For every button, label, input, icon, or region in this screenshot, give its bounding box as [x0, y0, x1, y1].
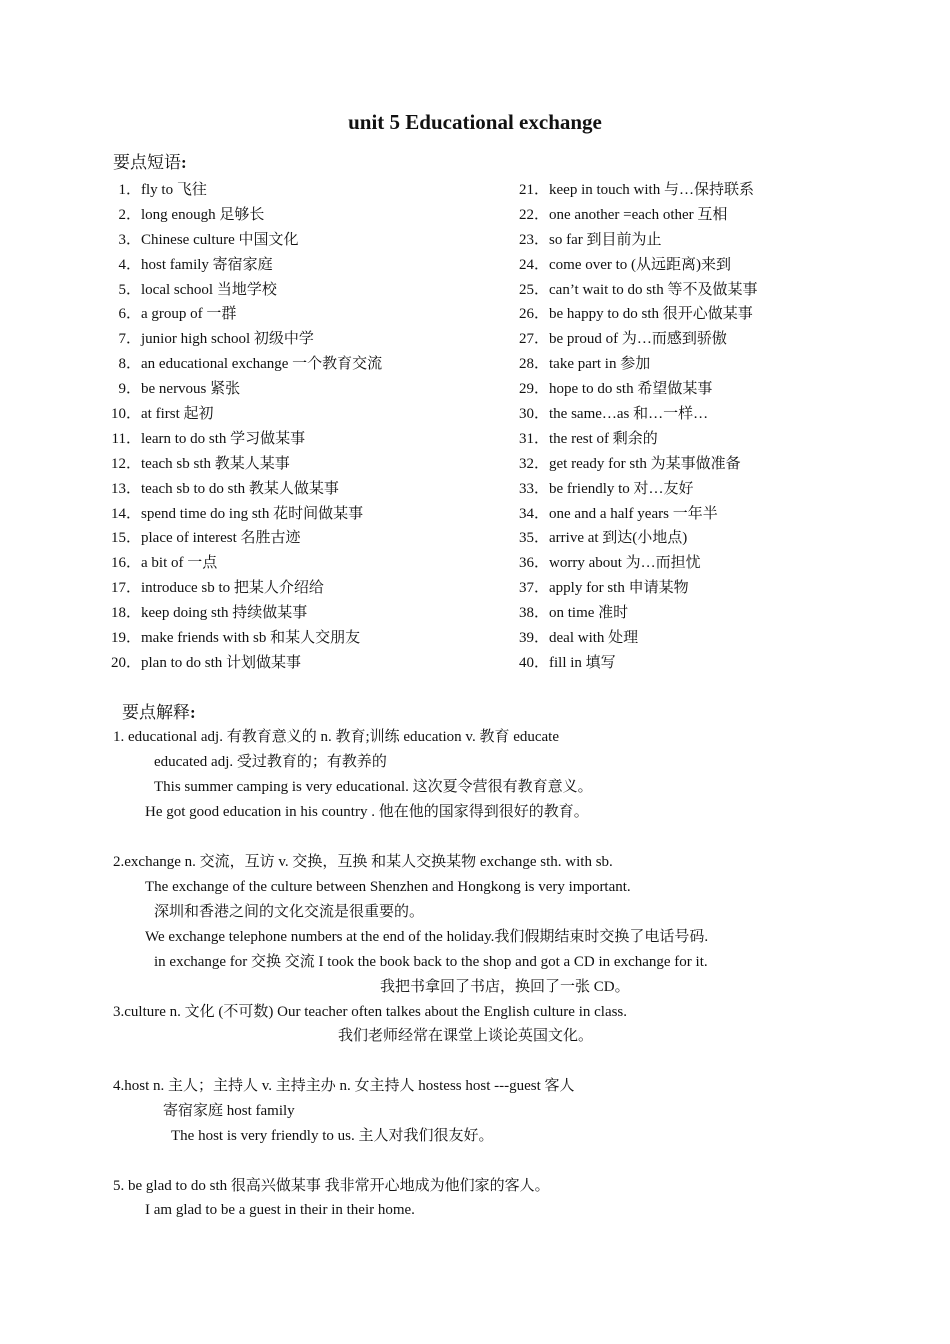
explanation-line: This summer camping is very educational. 这次夏令营很有教育意义。: [154, 779, 593, 795]
phrase-item: 4 ． host family 寄宿家庭: [108, 253, 382, 278]
phrase-item: 8 ． an educational exchange 一个教育交流: [108, 352, 382, 377]
explanation-line: 3.culture n. 文化 (不可数) Our teacher often talkes about the English culture in class.: [113, 1004, 628, 1020]
phrase-item: 28 ． take part in 参加: [492, 352, 757, 377]
explanation-line: The exchange of the culture between Shenzhen and Hongkong is very important.: [145, 879, 631, 895]
explanation-line: 寄宿家庭 host family: [163, 1103, 295, 1119]
phrase-item: 27 ． be proud of 为…而感到骄傲: [492, 327, 757, 352]
phrase-item: 32 ． get ready for sth 为某事做准备: [492, 452, 757, 477]
phrase-item: 34 ． one and a half years 一年半: [492, 502, 757, 527]
phrase-item: 12 ． teach sb sth 教某人某事: [108, 452, 382, 477]
explanation-line: I am glad to be a guest in their in their home.: [145, 1202, 415, 1218]
phrase-item: 10 ． at first 起初: [108, 402, 382, 427]
phrase-item: 30 ． the same…as 和…一样…: [492, 402, 757, 427]
phrase-item: 14 ． spend time do ing sth 花时间做某事: [108, 502, 382, 527]
phrase-item: 18 ． keep doing sth 持续做某事: [108, 601, 382, 626]
phrase-item: 20 ． plan to do sth 计划做某事: [108, 651, 382, 676]
phrase-item: 36 ． worry about 为…而担忧: [492, 551, 757, 576]
section-heading-phrases: [113, 148, 187, 173]
phrase-item: 37 ． apply for sth 申请某物: [492, 576, 757, 601]
phrase-item: 22 ． one another =each other 互相: [492, 203, 757, 228]
phrase-item: 7 ． junior high school 初级中学: [108, 327, 382, 352]
explanation-line: 我把书拿回了书店，换回了一张 CD。: [380, 979, 630, 995]
phrase-item: 33 ． be friendly to 对…友好: [492, 477, 757, 502]
phrase-item: 39 ． deal with 处理: [492, 626, 757, 651]
phrase-item: 25 ． can’t wait to do sth 等不及做某事: [492, 278, 757, 303]
phrase-item: 23 ． so far 到目前为止: [492, 228, 757, 253]
explanation-line: 深圳和香港之间的文化交流是很重要的。: [154, 904, 425, 920]
phrase-item: 5 ． local school 当地学校: [108, 278, 382, 303]
phrase-item: 1 ． fly to 飞往: [108, 178, 382, 203]
section-heading-phrases-colon: :: [181, 153, 187, 172]
phrase-item: 24 ． come over to (从远距离)来到: [492, 253, 757, 278]
section-heading-explanations-text: 要点解释: [122, 703, 190, 722]
phrase-item: 21 ． keep in touch with 与…保持联系: [492, 178, 757, 203]
phrase-item: 35 ． arrive at 到达(小地点): [492, 526, 757, 551]
phrase-item: 38 ． on time 准时: [492, 601, 757, 626]
section-heading-explanations-colon: :: [190, 703, 196, 722]
explanation-line: The host is very friendly to us. 主人对我们很友好。: [171, 1128, 494, 1144]
phrase-item: 19 ． make friends with sb 和某人交朋友: [108, 626, 382, 651]
explanation-line: He got good education in his country . 他在他的国家得到很好的教育。: [145, 804, 589, 820]
phrase-item: 29 ． hope to do sth 希望做某事: [492, 377, 757, 402]
phrase-list-left: [108, 178, 382, 676]
phrase-item: 11 ． learn to do sth 学习做某事: [108, 427, 382, 452]
phrase-item: 2 ． long enough 足够长: [108, 203, 382, 228]
explanation-line: in exchange for 交换 交流 I took the book back to the shop and got a CD in exchange for it.: [154, 954, 708, 970]
phrase-item: 40 ． fill in 填写: [492, 651, 757, 676]
explanation-line: 5. be glad to do sth 很高兴做某事 我非常开心地成为他们家的客人。: [113, 1178, 550, 1194]
explanation-line: We exchange telephone numbers at the end of the holiday.我们假期结束时交换了电话号码.: [145, 929, 709, 945]
phrase-item: 9 ． be nervous 紧张: [108, 377, 382, 402]
explanation-line: 2.exchange n. 交流，互访 v. 交换，互换 和某人交换某物 exchange sth. with sb.: [113, 854, 613, 870]
phrase-item: 6 ． a group of 一群: [108, 302, 382, 327]
explanation-line: educated adj. 受过教育的；有教养的: [154, 754, 387, 770]
section-heading-phrases-text: 要点短语: [113, 153, 181, 172]
section-heading-explanations: [122, 698, 196, 723]
explanation-line: 我们老师经常在课堂上谈论英国文化。: [338, 1028, 594, 1044]
phrase-list-right: [492, 178, 757, 676]
phrase-item: 17 ． introduce sb to 把某人介绍给: [108, 576, 382, 601]
explanation-line: 4.host n. 主人；主持人 v. 主持主办 n. 女主持人 hostess host ---guest 客人: [113, 1078, 575, 1094]
phrase-item: 16 ． a bit of 一点: [108, 551, 382, 576]
explanation-line: 1. educational adj. 有教育意义的 n. 教育;训练 education v. 教育 educate: [113, 729, 560, 745]
phrase-item: 3 ． Chinese culture 中国文化: [108, 228, 382, 253]
phrase-item: 31 ． the rest of 剩余的: [492, 427, 757, 452]
phrase-item: 13 ． teach sb to do sth 教某人做某事: [108, 477, 382, 502]
phrase-item: 26 ． be happy to do sth 很开心做某事: [492, 302, 757, 327]
page-title: unit 5 Educational exchange: [348, 110, 602, 134]
phrase-item: 15 ． place of interest 名胜古迹: [108, 526, 382, 551]
